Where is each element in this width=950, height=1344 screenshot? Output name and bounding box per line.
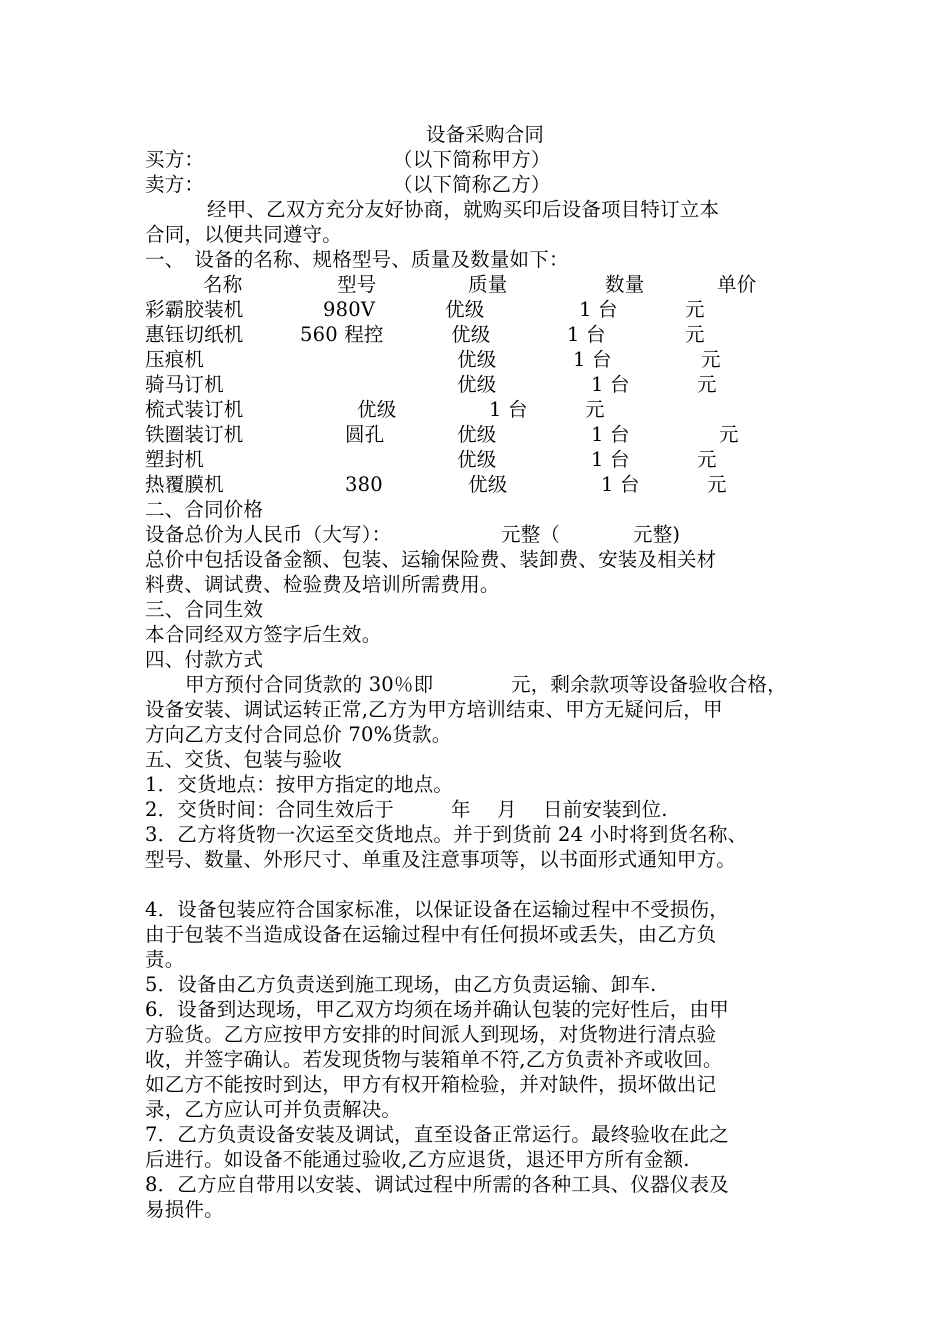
equipment-quality: 优级 xyxy=(457,348,497,371)
delivery-item-3-line-2: 型号、数量、外形尺寸、单重及注意事项等，以书面形式通知甲方。 xyxy=(145,848,737,871)
price-desc-2: 料费、调试费、检验费及培训所需费用。 xyxy=(145,573,500,596)
equipment-name: 骑马订机 xyxy=(145,373,224,396)
section-1-title: 一、 设备的名称、规格型号、质量及数量如下： xyxy=(145,248,569,271)
equipment-model: 圆孔 xyxy=(345,423,385,446)
equipment-price: 元 xyxy=(697,373,717,396)
delivery-item-7-line-1: 7．乙方负责设备安装及调试，直至设备正常运行。最终验收在此之 xyxy=(145,1123,729,1146)
delivery-item-6-line-3: 收，并签字确认。若发现货物与装箱单不符,乙方负责补齐或收回。 xyxy=(145,1048,723,1071)
equipment-price: 元 xyxy=(701,348,721,371)
equipment-qty: 1 台 xyxy=(591,373,630,396)
delivery-item-6-line-2: 方验货。乙方应按甲方安排的时间派人到现场，对货物进行清点验 xyxy=(145,1023,717,1046)
equipment-quality: 优级 xyxy=(357,398,397,421)
pay-line-1a: 甲方预付合同货款的 30％即 xyxy=(185,673,434,696)
intro-line-2: 合同，以便共同遵守。 xyxy=(145,223,343,246)
delivery-item-7-line-2: 后进行。如设备不能通过验收,乙方应退货，退还甲方所有金额. xyxy=(145,1148,690,1171)
header-price: 单价 xyxy=(717,273,757,296)
equipment-name: 彩霸胶装机 xyxy=(145,298,244,321)
equipment-quality: 优级 xyxy=(445,298,485,321)
delivery-item-2 xyxy=(145,797,825,822)
section-2-title: 二、合同价格 xyxy=(145,498,264,521)
delivery-item-6-line-5: 录，乙方应认可并负责解决。 xyxy=(145,1098,402,1121)
header-quality: 质量 xyxy=(468,273,508,296)
equipment-quality: 优级 xyxy=(457,423,497,446)
equipment-name: 塑封机 xyxy=(145,448,205,471)
section-3-title: 三、合同生效 xyxy=(145,598,264,621)
equipment-qty: 1 台 xyxy=(579,298,618,321)
section-5-title: 五、交货、包装与验收 xyxy=(145,748,343,771)
pay-line-2: 设备安装、调试运转正常,乙方为甲方培训结束、甲方无疑问后，甲 xyxy=(145,698,723,721)
pay-line-1b: 元，剩余款项等设备验收合格， xyxy=(511,673,787,696)
equipment-price: 元 xyxy=(719,423,739,446)
delivery-item-4-line-3: 责。 xyxy=(145,948,185,971)
equipment-name: 热覆膜机 xyxy=(145,473,224,496)
delivery-item-8-line-1: 8．乙方应自带用以安装、调试过程中所需的各种工具、仪器仪表及 xyxy=(145,1173,729,1196)
equipment-quality: 优级 xyxy=(468,473,508,496)
equipment-name: 惠钰切纸机 xyxy=(145,323,244,346)
equipment-qty: 1 台 xyxy=(573,348,612,371)
table-row xyxy=(145,297,825,322)
header-qty: 数量 xyxy=(605,273,645,296)
delivery-item-4-line-1: 4．设备包装应符合国家标准，以保证设备在运输过程中不受损伤， xyxy=(145,898,729,921)
equipment-qty: 1 台 xyxy=(601,473,640,496)
equipment-qty: 1 台 xyxy=(567,323,606,346)
buyer-note: （以下简称甲方） xyxy=(393,148,551,171)
section-4-title: 四、付款方式 xyxy=(145,648,264,671)
equipment-model: 380 xyxy=(345,473,383,496)
equipment-quality: 优级 xyxy=(451,323,491,346)
buyer-line xyxy=(145,147,825,172)
delivery-item-6-line-4: 如乙方不能按时到达，甲方有权开箱检验，并对缺件，损坏做出记 xyxy=(145,1073,717,1096)
pay-line-1 xyxy=(145,672,825,697)
delivery-year: 年 xyxy=(451,798,471,821)
delivery-item-4-line-2: 由于包装不当造成设备在运输过程中有任何损坏或丢失，由乙方负 xyxy=(145,923,717,946)
delivery-month: 月 xyxy=(497,798,517,821)
equipment-price: 元 xyxy=(707,473,727,496)
contract-document xyxy=(145,122,825,1222)
table-row xyxy=(145,372,825,397)
header-model: 型号 xyxy=(337,273,377,296)
table-row xyxy=(145,397,825,422)
equipment-quality: 优级 xyxy=(457,448,497,471)
header-name: 名称 xyxy=(203,273,243,296)
equipment-name: 压痕机 xyxy=(145,348,205,371)
seller-line xyxy=(145,172,825,197)
seller-note: （以下简称乙方） xyxy=(393,173,551,196)
page-title: 设备采购合同 xyxy=(425,123,545,146)
equipment-quality: 优级 xyxy=(457,373,497,396)
price-end: 元整) xyxy=(633,523,681,546)
delivery-time-label: 2．交货时间：合同生效后于 xyxy=(145,798,395,821)
equipment-price: 元 xyxy=(697,448,717,471)
price-desc-1: 总价中包括设备金额、包装、运输保险费、装卸费、安装及相关材 xyxy=(145,548,717,571)
equipment-qty: 1 台 xyxy=(489,398,528,421)
equipment-name: 梳式装订机 xyxy=(145,398,244,421)
price-label: 设备总价为人民币（大写）： xyxy=(145,523,392,546)
delivery-item-3-line-1: 3．乙方将货物一次运至交货地点。并于到货前 24 小时将到货名称、 xyxy=(145,823,748,846)
price-mid: 元整（ xyxy=(501,523,561,546)
equipment-model: 980V xyxy=(323,298,376,321)
table-row xyxy=(145,322,825,347)
pay-line-3: 方向乙方支付合同总价 70%货款。 xyxy=(145,723,452,746)
intro-line-1: 经甲、乙双方充分友好协商，就购买印后设备项目特订立本 xyxy=(207,198,720,221)
table-row xyxy=(145,472,825,497)
equipment-qty: 1 台 xyxy=(591,448,630,471)
delivery-day: 日前安装到位. xyxy=(543,798,668,821)
blank-line xyxy=(145,872,825,897)
equipment-price: 元 xyxy=(685,323,705,346)
equipment-name: 铁圈装订机 xyxy=(145,423,244,446)
buyer-label: 买方： xyxy=(145,148,205,171)
equipment-qty: 1 台 xyxy=(591,423,630,446)
seller-label: 卖方： xyxy=(145,173,205,196)
delivery-item-1: 1．交货地点：按甲方指定的地点。 xyxy=(145,773,454,796)
equipment-price: 元 xyxy=(585,398,605,421)
table-row xyxy=(145,422,825,447)
effect-text: 本合同经双方签字后生效。 xyxy=(145,623,382,646)
delivery-item-5: 5．设备由乙方负责送到施工现场，由乙方负责运输、卸车. xyxy=(145,973,657,996)
delivery-item-6-line-1: 6．设备到达现场，甲乙双方均须在场并确认包装的完好性后，由甲 xyxy=(145,998,729,1021)
table-row xyxy=(145,347,825,372)
table-row xyxy=(145,447,825,472)
table-header-row xyxy=(145,272,825,297)
equipment-model: 560 程控 xyxy=(300,323,384,346)
delivery-item-8-line-2: 易损件。 xyxy=(145,1198,224,1221)
price-line xyxy=(145,522,825,547)
equipment-price: 元 xyxy=(685,298,705,321)
